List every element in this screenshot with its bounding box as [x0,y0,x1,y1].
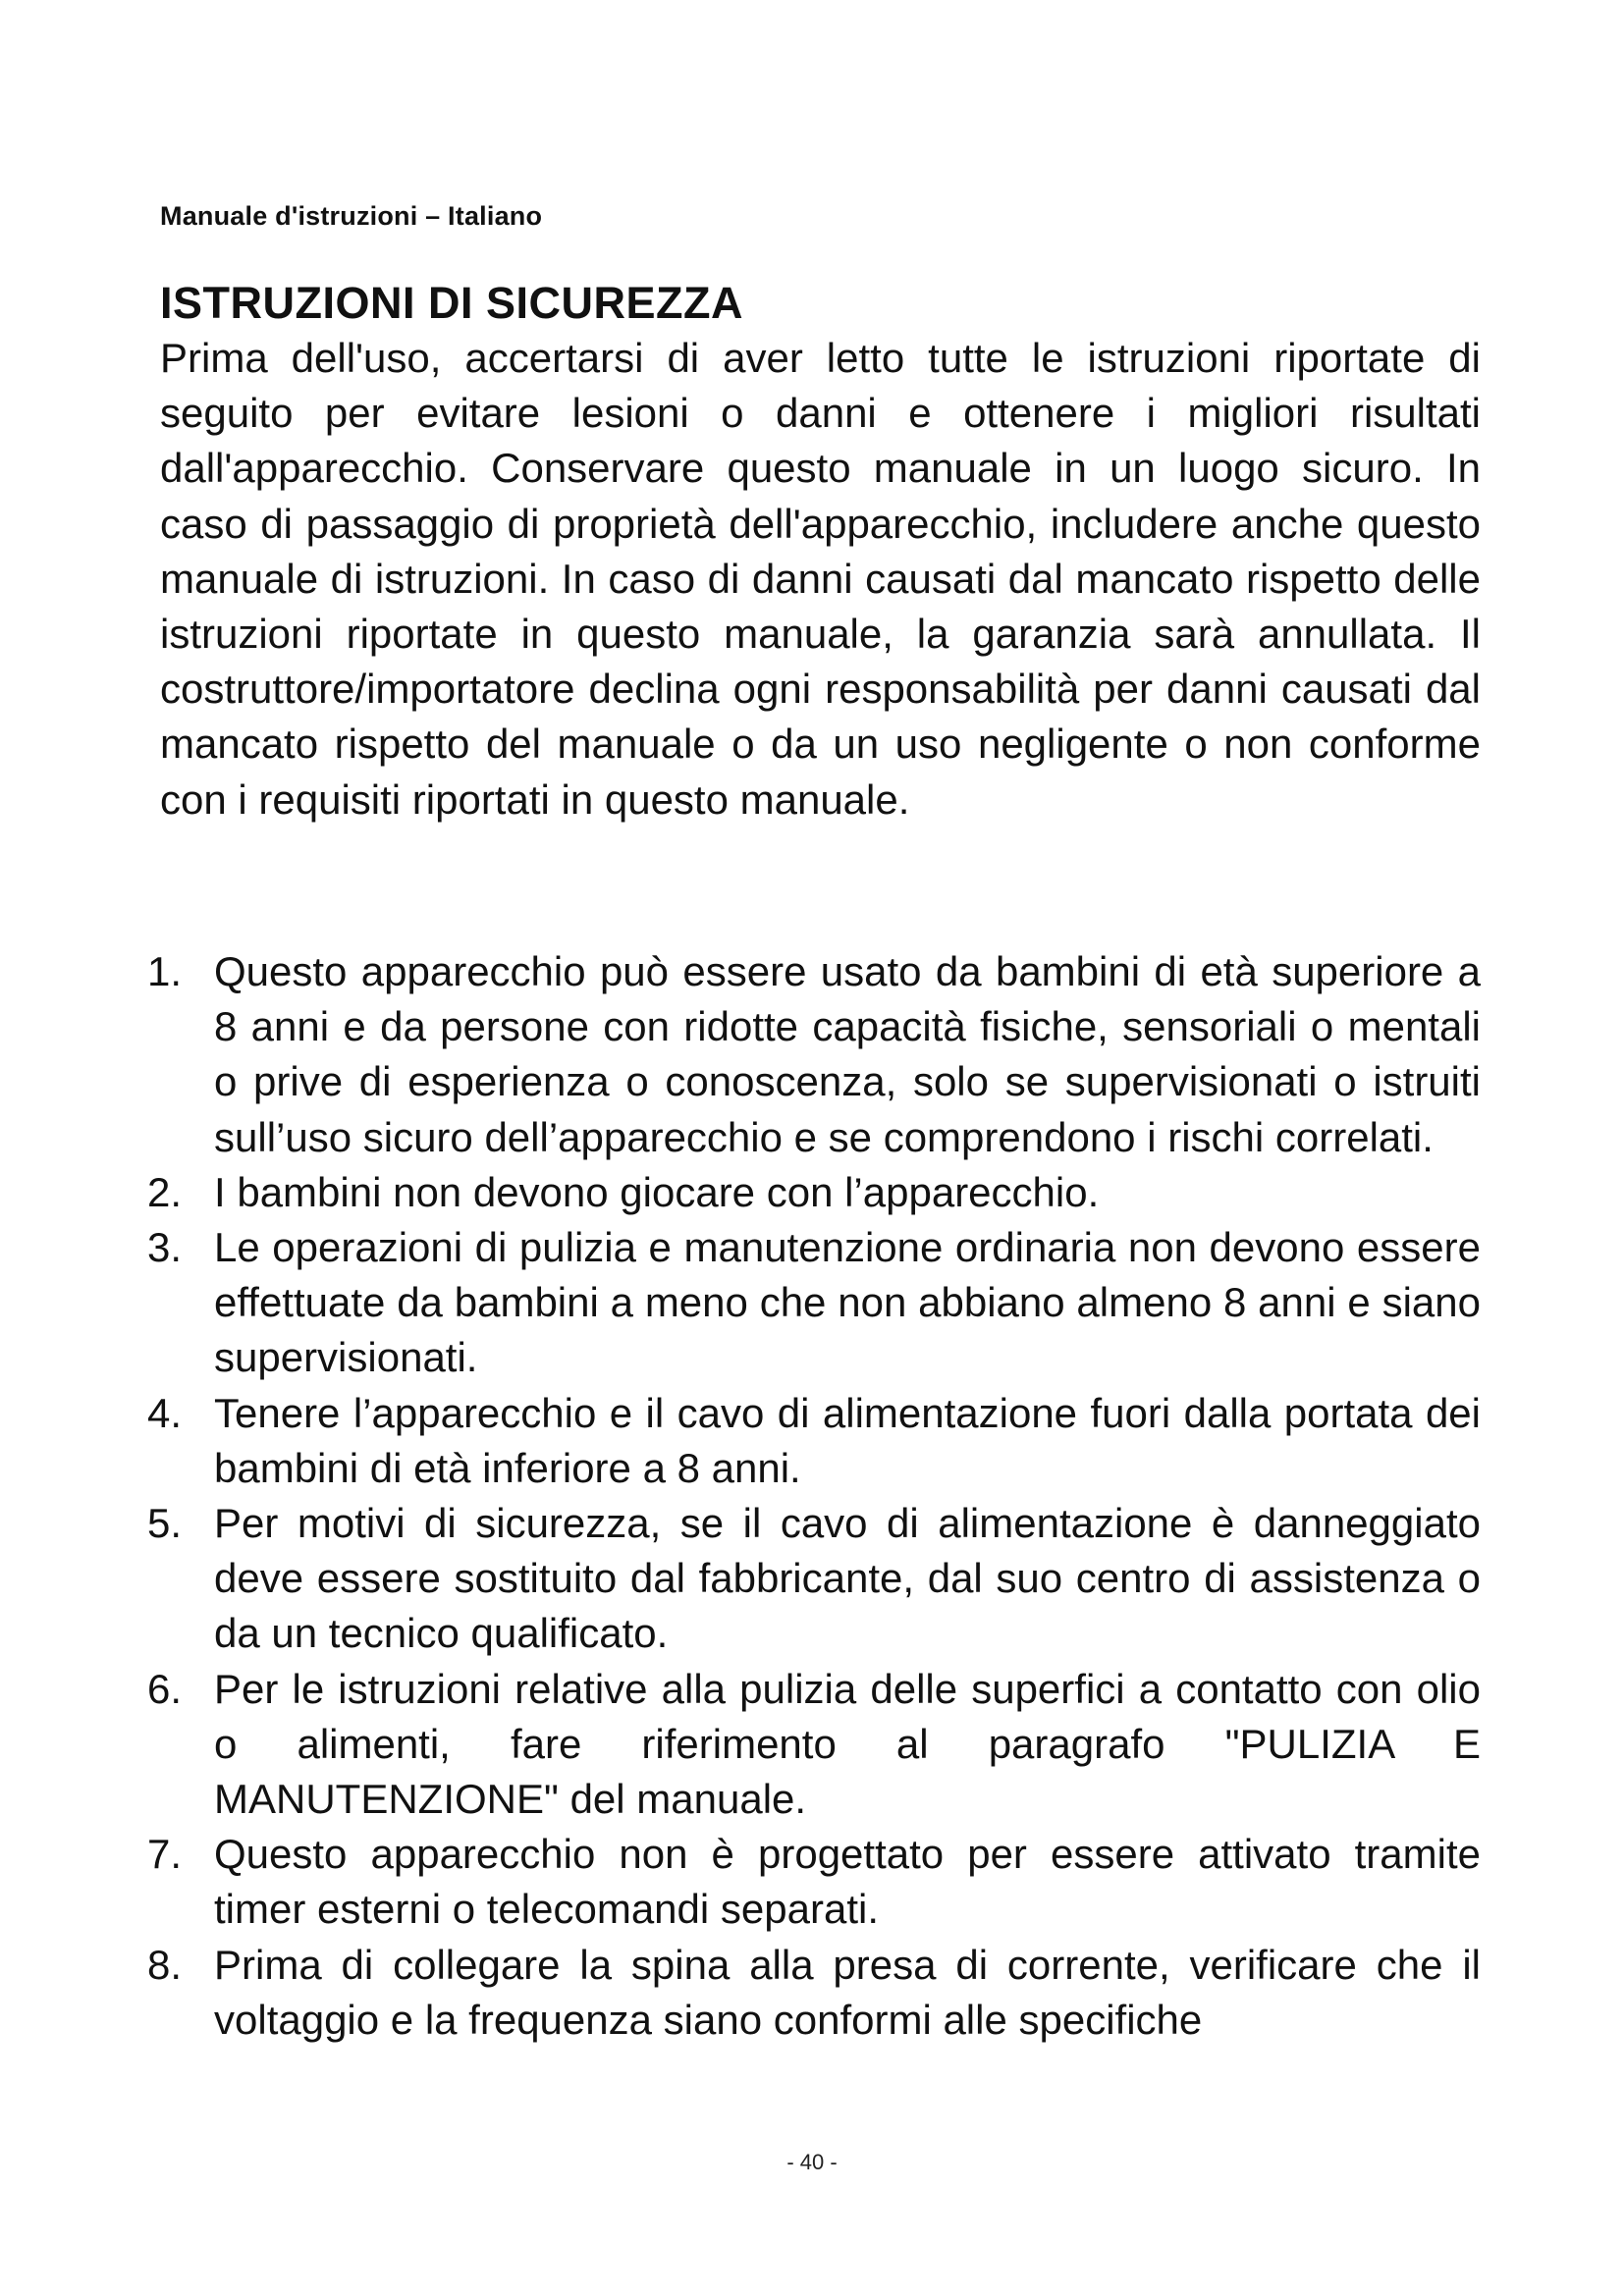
instruction-text: Le operazioni di pulizia e manutenzione ordinaria non devono essere effettuate da bambini a meno che non abbiano almeno 8 anni e siano supervisionati. [214,1224,1481,1381]
instruction-item [147,1165,1481,1220]
instruction-item [147,944,1481,1165]
instruction-number: 6. [147,1665,183,1712]
page-number: - 40 - [786,2150,838,2174]
instruction-number: 4. [147,1389,183,1436]
instruction-item [147,1496,1481,1662]
instruction-text: Tenere l’apparecchio e il cavo di alimentazione fuori dalla portata dei bambini di età inferiore a 8 anni. [214,1389,1481,1491]
instruction-number: 1. [147,948,183,994]
running-header: Manuale d'istruzioni – Italiano [160,201,543,231]
instruction-number: 8. [147,1941,183,1988]
instruction-item [147,1938,1481,2048]
instruction-number: 3. [147,1224,183,1271]
instruction-item [147,1827,1481,1937]
section-title: ISTRUZIONI DI SICUREZZA [160,278,743,328]
instruction-text: Per motivi di sicurezza, se il cavo di alimentazione è danneggiato deve essere sostituito dal fabbricante, dal suo centro di assistenza o da un tecnico qualificato. [214,1500,1481,1657]
instruction-item [147,1220,1481,1386]
instruction-number: 2. [147,1168,183,1215]
instruction-text: Per le istruzioni relative alla pulizia delle superfici a contatto con olio o alimenti, fare riferimento al paragrafo "PULIZIA E MANUTENZIONE" del manuale. [214,1665,1481,1823]
instruction-text: Prima di collegare la spina alla presa di corrente, verificare che il voltaggio e la frequenza siano conformi alle specifiche [214,1941,1481,2043]
instruction-number: 5. [147,1500,183,1547]
instruction-text: Questo apparecchio può essere usato da bambini di età superiore a 8 anni e da persone con ridotte capacità fisiche, sensoriali o mentali o prive di esperienza o conoscenza, solo se supervisionati o istruiti sull’uso sicuro dell’apparecchio e se comprendono i rischi correlati. [214,948,1481,1160]
instruction-text: I bambini non devono giocare con l’apparecchio. [214,1168,1100,1215]
instruction-number: 7. [147,1831,183,1878]
instruction-item [147,1662,1481,1828]
safety-instructions-list [147,944,1481,2048]
instruction-text: Questo apparecchio non è progettato per essere attivato tramite timer esterni o telecomandi separati. [214,1831,1481,1933]
instruction-item [147,1386,1481,1496]
intro-paragraph: Prima dell'uso, accertarsi di aver letto tutte le istruzioni riportate di seguito per evitare lesioni o danni e ottenere i migliori risultati dall'apparecchio. Conservare questo manuale in un luogo sicuro. In caso di passaggio di proprietà dell'apparecchio, includere anche questo manuale di istruzioni. In caso di danni causati dal mancato rispetto delle istruzioni riportate in questo manuale, la garanzia sarà annullata. Il costruttore/importatore declina ogni responsabilità per danni causati dal mancato rispetto del manuale o da un uso negligente o non conforme con i requisiti riportati in questo manuale. [160,335,1481,823]
